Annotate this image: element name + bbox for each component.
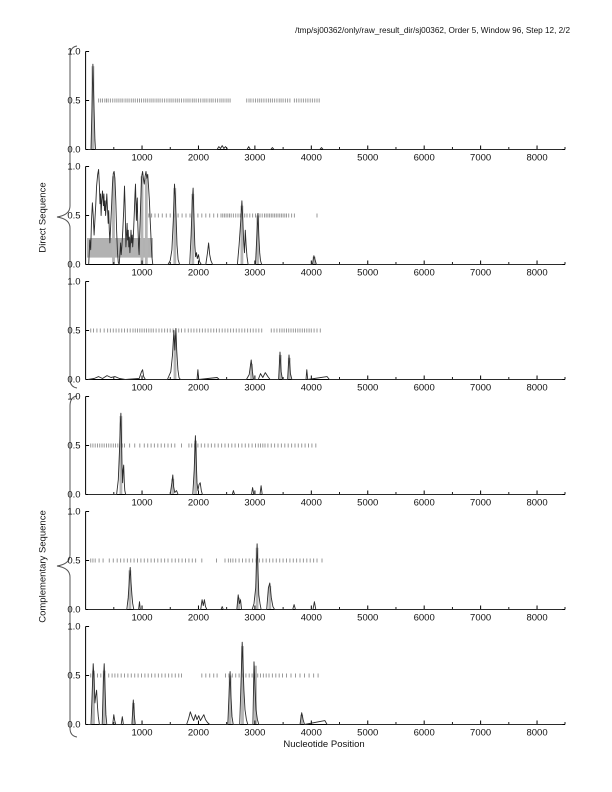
x-tick-label: 5000 <box>357 152 379 164</box>
x-tick-label: 1000 <box>131 497 153 509</box>
x-tick-label: 1000 <box>131 267 153 279</box>
probability-curve <box>88 413 563 494</box>
x-tick-label: 7000 <box>470 612 492 624</box>
y-tick-label: 0.0 <box>67 374 81 386</box>
x-tick-label: 6000 <box>413 497 435 509</box>
x-tick-label: 1000 <box>131 612 153 624</box>
x-tick-label: 7000 <box>470 267 492 279</box>
y-tick-label: 0.5 <box>67 440 81 452</box>
x-tick-label: 3000 <box>244 267 266 279</box>
x-tick-label: 4000 <box>300 612 322 624</box>
x-tick-label: 6000 <box>413 727 435 739</box>
y-tick-label: 0.5 <box>67 95 81 107</box>
y-tick-label: 0.0 <box>67 719 81 731</box>
x-tick-label: 8000 <box>526 152 548 164</box>
x-tick-label: 1000 <box>131 152 153 164</box>
x-tick-label: 2000 <box>187 382 210 394</box>
panel-6 <box>67 622 565 739</box>
x-tick-label: 7000 <box>470 152 492 164</box>
x-tick-label: 8000 <box>526 497 548 509</box>
x-tick-label: 8000 <box>526 382 548 394</box>
x-tick-label: 2000 <box>187 497 210 509</box>
gene-bar <box>145 178 148 264</box>
x-axis-title: Nucleotide Position <box>283 739 365 750</box>
x-tick-label: 3000 <box>244 497 266 509</box>
y-tick-label: 0.0 <box>67 144 81 156</box>
x-tick-label: 3000 <box>244 612 266 624</box>
x-tick-label: 4000 <box>300 267 322 279</box>
x-tick-label: 3000 <box>244 727 266 739</box>
x-tick-label: 2000 <box>187 727 210 739</box>
x-tick-label: 2000 <box>187 152 210 164</box>
x-tick-label: 8000 <box>526 267 548 279</box>
y-tick-label: 0.5 <box>67 670 81 682</box>
x-tick-label: 6000 <box>413 267 435 279</box>
x-tick-label: 1000 <box>131 727 153 739</box>
y-tick-label: 0.0 <box>67 259 81 271</box>
x-tick-label: 4000 <box>300 727 322 739</box>
panel-1 <box>67 47 565 164</box>
x-tick-label: 6000 <box>413 152 435 164</box>
x-tick-label: 3000 <box>244 382 266 394</box>
x-tick-label: 7000 <box>470 497 492 509</box>
y-tick-label: 1.0 <box>67 391 81 403</box>
x-tick-label: 5000 <box>357 612 379 624</box>
x-tick-label: 5000 <box>357 267 379 279</box>
panel-2 <box>67 162 565 279</box>
x-tick-label: 6000 <box>413 382 435 394</box>
x-tick-label: 8000 <box>526 612 548 624</box>
probability-curve <box>88 642 563 724</box>
x-tick-label: 8000 <box>526 727 548 739</box>
x-tick-label: 5000 <box>357 727 379 739</box>
probability-curve <box>89 169 563 264</box>
probability-curve <box>88 544 563 610</box>
y-tick-label: 1.0 <box>67 621 81 633</box>
y-tick-label: 0.5 <box>67 210 81 222</box>
y-tick-label: 1.0 <box>67 46 81 58</box>
x-tick-label: 7000 <box>470 382 492 394</box>
y-tick-label: 0.0 <box>67 604 81 616</box>
x-tick-label: 4000 <box>300 497 322 509</box>
x-tick-label: 1000 <box>131 382 153 394</box>
y-tick-label: 0.0 <box>67 489 81 501</box>
x-tick-label: 2000 <box>187 612 210 624</box>
panel-4 <box>67 392 565 509</box>
x-tick-label: 4000 <box>300 382 322 394</box>
panel-5 <box>67 507 565 624</box>
x-tick-label: 4000 <box>300 152 322 164</box>
x-tick-label: 2000 <box>187 267 210 279</box>
x-tick-label: 5000 <box>357 382 379 394</box>
probability-curve <box>88 329 563 380</box>
x-tick-label: 6000 <box>413 612 435 624</box>
plot-title: /tmp/sj00362/only/raw_result_dir/sj00362, Order 5, Window 96, Step 12, 2/2 <box>295 26 570 35</box>
direct-sequence-label: Direct Sequence <box>37 182 49 253</box>
complementary-sequence-label: Complementary Sequence <box>37 510 49 623</box>
y-tick-label: 1.0 <box>67 506 81 518</box>
probability-curve <box>88 64 563 149</box>
x-tick-label: 3000 <box>244 152 266 164</box>
y-tick-label: 0.5 <box>67 555 81 567</box>
y-tick-label: 1.0 <box>67 161 81 173</box>
x-tick-label: 7000 <box>470 727 492 739</box>
y-tick-label: 0.5 <box>67 325 81 337</box>
y-tick-label: 1.0 <box>67 276 81 288</box>
x-tick-label: 5000 <box>357 497 379 509</box>
panel-3 <box>67 277 565 394</box>
